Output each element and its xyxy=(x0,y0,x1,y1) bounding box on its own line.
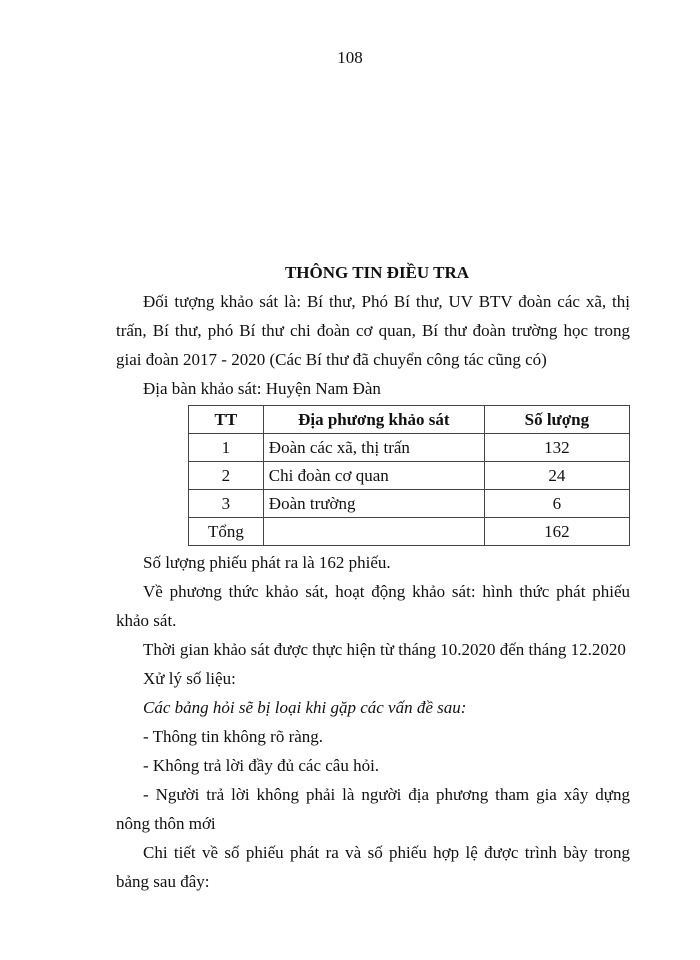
bullet-item: - Người trả lời không phải là người địa phương tham gia xây dựng nông thôn mới xyxy=(116,785,630,833)
cell-qty: 132 xyxy=(484,434,629,462)
cell-place: Đoàn trường xyxy=(263,490,484,518)
issued-paragraph: Số lượng phiếu phát ra là 162 phiếu. xyxy=(143,553,391,572)
table-header-row xyxy=(189,406,630,434)
cell-place: Chi đoàn cơ quan xyxy=(263,462,484,490)
cell-tt: 3 xyxy=(189,490,264,518)
cell-total-place xyxy=(263,518,484,546)
document-body xyxy=(116,258,630,896)
table-total-row xyxy=(189,518,630,546)
header-qty: Số lượng xyxy=(484,406,629,434)
cell-tt: 2 xyxy=(189,462,264,490)
bullet-item: - Thông tin không rõ ràng. xyxy=(143,727,324,746)
header-place: Địa phương khảo sát xyxy=(263,406,484,434)
details-paragraph: Chi tiết về số phiếu phát ra và số phiếu hợp lệ được trình bày trong bảng sau đây: xyxy=(116,843,630,891)
cell-qty: 24 xyxy=(484,462,629,490)
header-tt: TT xyxy=(189,406,264,434)
time-paragraph: Thời gian khảo sát được thực hiện từ tháng 10.2020 đến tháng 12.2020 xyxy=(143,640,626,659)
subjects-paragraph: Đối tượng khảo sát là: Bí thư, Phó Bí thư, UV BTV đoàn các xã, thị trấn, Bí thư, phó Bí thư chi đoàn cơ quan, Bí thư đoàn trường học trong giai đoàn 2017 - 2020 (Các Bí thư đã chuyển công tác cũng có) xyxy=(116,292,630,369)
survey-table xyxy=(188,405,630,546)
table-row xyxy=(189,490,630,518)
bullet-item: - Không trả lời đầy đủ các câu hỏi. xyxy=(143,756,380,775)
table-row xyxy=(189,462,630,490)
page-number: 108 xyxy=(337,48,363,67)
cell-total-label: Tổng xyxy=(189,518,264,546)
table-row xyxy=(189,434,630,462)
cell-place: Đoàn các xã, thị trấn xyxy=(263,434,484,462)
rejection-intro: Các bảng hỏi sẽ bị loại khi gặp các vấn đề sau: xyxy=(143,698,467,717)
method-paragraph: Về phương thức khảo sát, hoạt động khảo sát: hình thức phát phiếu khảo sát. xyxy=(116,582,630,630)
cell-qty: 6 xyxy=(484,490,629,518)
section-title: THÔNG TIN ĐIỀU TRA xyxy=(284,263,470,282)
area-paragraph: Địa bàn khảo sát: Huyện Nam Đàn xyxy=(143,379,381,398)
processing-paragraph: Xử lý số liệu: xyxy=(143,669,236,688)
cell-tt: 1 xyxy=(189,434,264,462)
cell-total-qty: 162 xyxy=(484,518,629,546)
